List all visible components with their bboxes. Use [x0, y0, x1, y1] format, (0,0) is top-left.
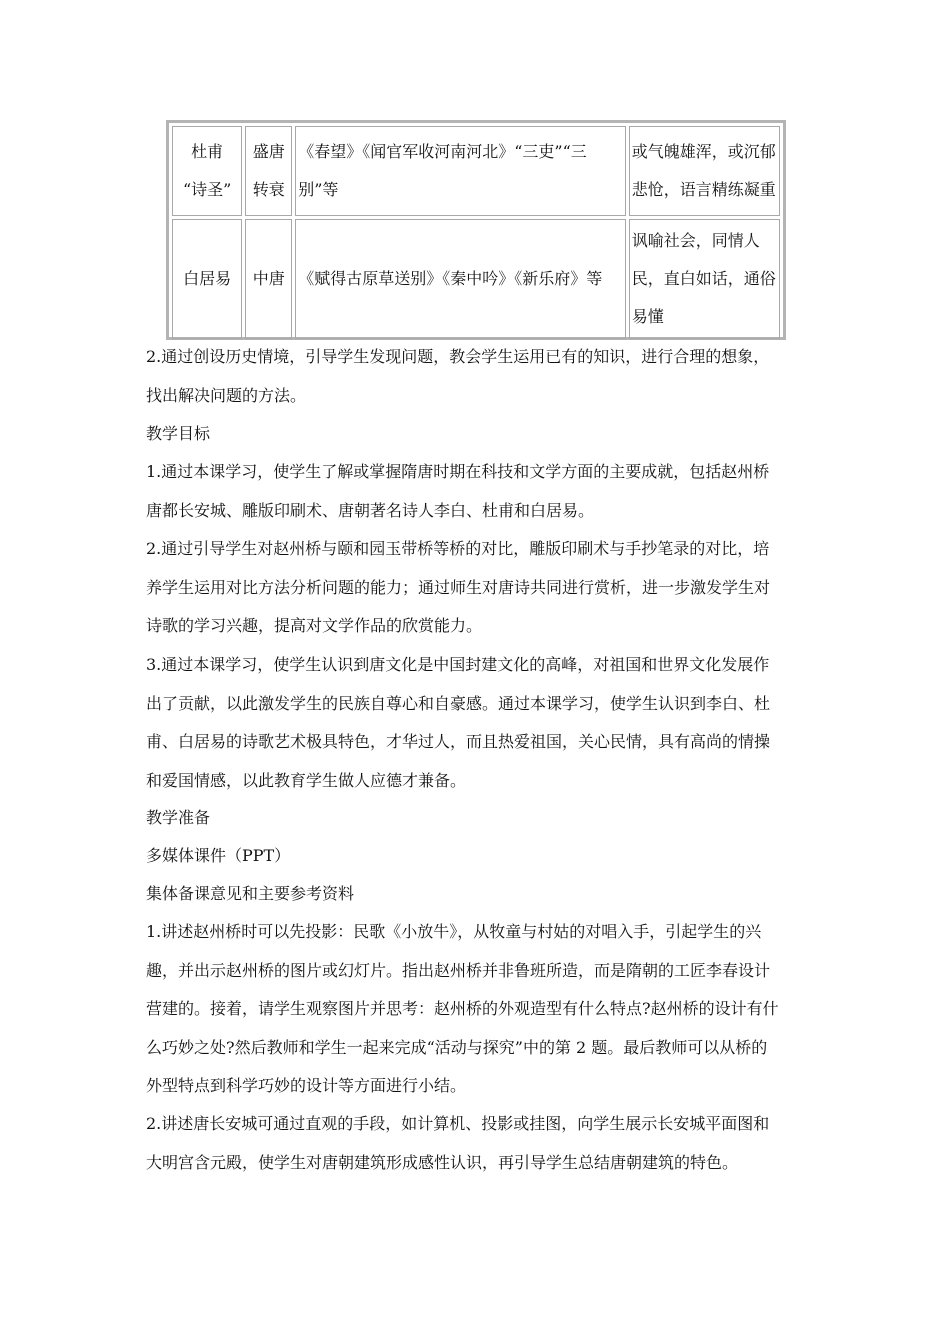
works-cell — [295, 219, 626, 339]
paragraph-objective-3: 3.通过本课学习，使学生认识到唐文化是中国封建文化的高峰，对祖国和世界文化发展作 出了贡献，以此激发学生的民族自尊心和自豪感。通过本课学习，使学生认识到李白、杜 甫、白居易的诗歌艺术极具特色，才华过人，而且热爱祖国，关心民情，具有高尚的情操 和爱国情感，以此教育学生做人应德才兼备。 — [146, 655, 771, 790]
poets-table — [166, 120, 786, 340]
style-cell — [629, 126, 780, 216]
era-cell — [245, 219, 292, 339]
paragraph-goal-2: 2.通过创设历史情境，引导学生发现问题，教会学生运用已有的知识，进行合理的想象， 找出解决问题的方法。 — [146, 347, 770, 405]
heading-references: 集体备课意见和主要参考资料 — [146, 884, 355, 903]
era: 盛唐 转衰 — [252, 142, 285, 199]
heading-teaching-goals: 教学目标 — [146, 424, 211, 443]
works: 《春望》《闻官军收河南河北》“三吏”“三 别”等 — [298, 142, 587, 199]
era-cell — [245, 126, 292, 216]
works: 《赋得古原草送别》《秦中吟》《新乐府》等 — [298, 269, 603, 288]
paragraph-objective-2: 2.通过引导学生对赵州桥与颐和园玉带桥等桥的对比，雕版印刷术与手抄笔录的对比，培 养学生运用对比方法分析问题的能力；通过师生对唐诗共同进行赏析，进一步激发学生对 诗歌的学习兴趣，提高对文学作品的欣赏能力。 — [146, 539, 771, 635]
poet-name-cell — [172, 126, 242, 216]
paragraph-objective-1: 1.通过本课学习，使学生了解或掌握隋唐时期在科技和文学方面的主要成就，包括赵州桥 唐都长安城、雕版印刷术、唐朝著名诗人李白、杜甫和白居易。 — [146, 462, 770, 520]
poet-name: 杜甫 “诗圣” — [182, 142, 232, 199]
heading-teaching-prep: 教学准备 — [146, 808, 211, 827]
style-cell — [629, 219, 780, 339]
poet-name: 白居易 — [183, 269, 232, 288]
poet-name-cell — [172, 219, 242, 339]
paragraph-zhaozhou-bridge: 1.讲述赵州桥时可以先投影：民歌《小放牛》，从牧童与村姑的对唱入手，引起学生的兴 趣，并出示赵州桥的图片或幻灯片。指出赵州桥并非鲁班所造，而是隋朝的工匠李春设计 营建的。接着，请学生观察图片并思考：赵州桥的外观造型有什么特点?赵州桥的设计有什 么巧妙之处?然后教师和学生一起来完成“活动与探究”中的第 2 题。最后教师可以从桥的 外型特点到科学巧妙的设计等方面进行小结。 — [146, 922, 779, 1095]
table-row — [172, 219, 780, 339]
table-row — [172, 126, 780, 216]
style: 讽喻社会，同情人 民，直白如话，通俗 易懂 — [631, 231, 776, 326]
works-cell — [295, 126, 626, 216]
style: 或气魄雄浑，或沉郁 悲怆，语言精练凝重 — [631, 142, 776, 199]
prep-item-ppt: 多媒体课件（PPT） — [146, 846, 291, 865]
era: 中唐 — [252, 269, 285, 288]
paragraph-changan-city: 2.讲述唐长安城可通过直观的手段，如计算机、投影或挂图，向学生展示长安城平面图和 大明宫含元殿，使学生对唐朝建筑形成感性认识，再引导学生总结唐朝建筑的特色。 — [146, 1114, 770, 1172]
